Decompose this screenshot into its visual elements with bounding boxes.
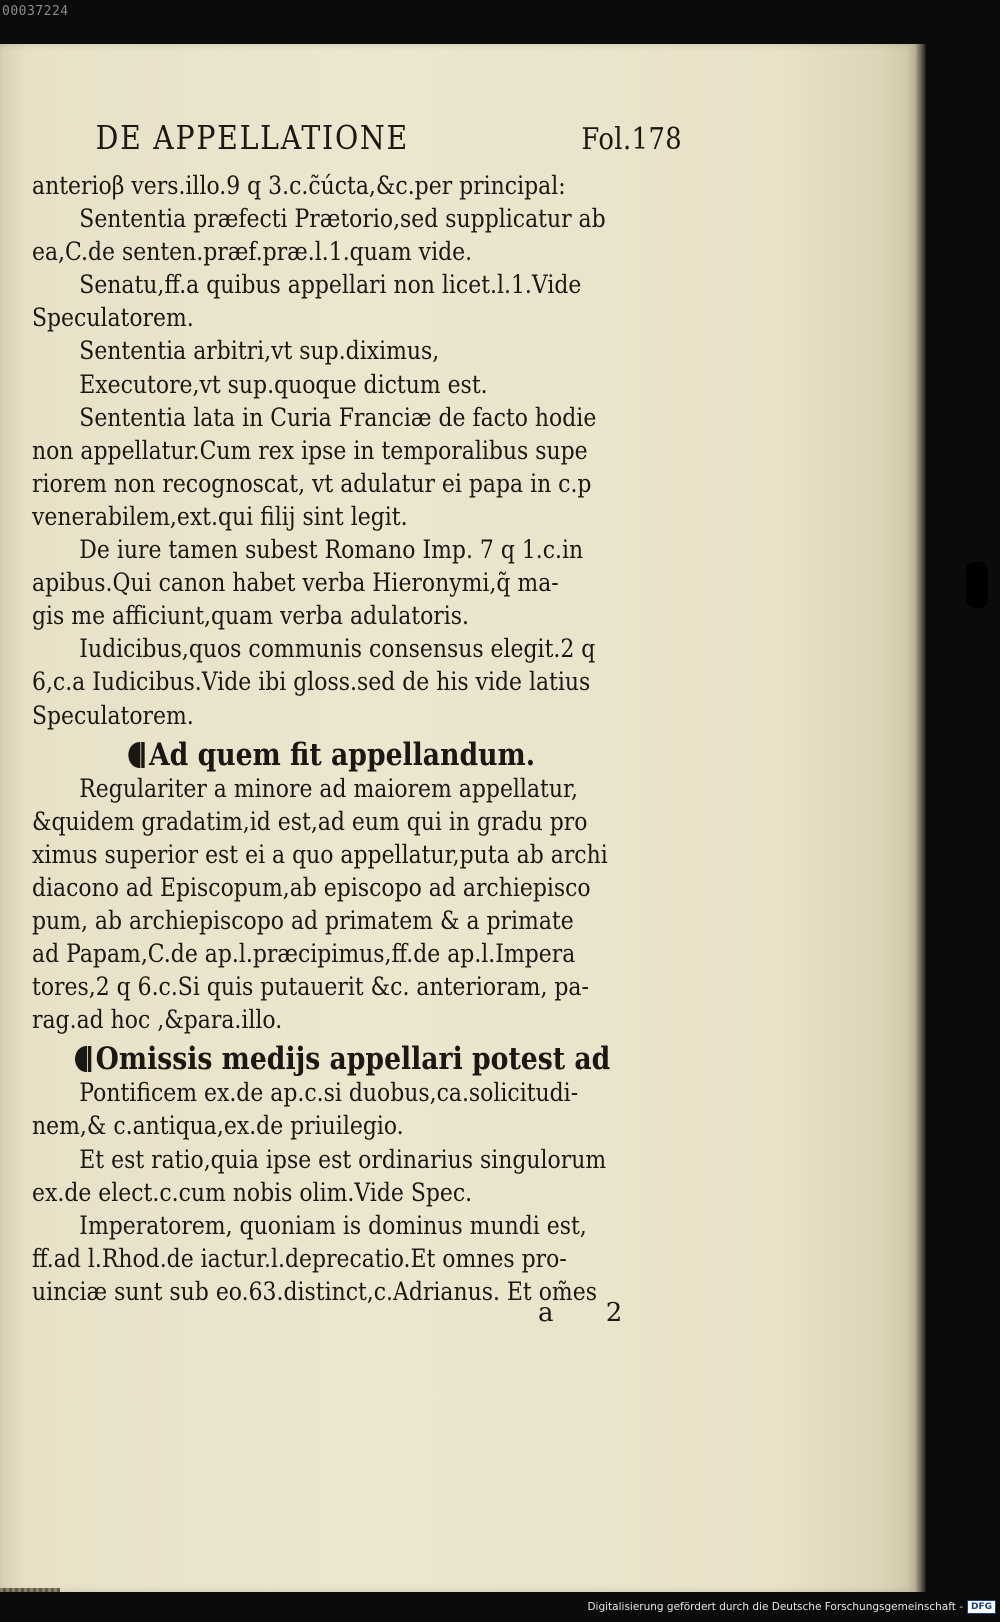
text-line [32, 700, 692, 733]
line-text: Ad quem fit appellandum. [148, 736, 535, 773]
line-text: Pontificem ex.de ap.c.si duobus,ca.solicitudi- [79, 1078, 579, 1109]
section-heading [32, 733, 692, 773]
text-line [32, 600, 692, 633]
line-text: apibus.Qui canon habet verba Hieronymi,q̃ ma- [32, 568, 559, 599]
line-text: &quidem gradatim,id est,ad eum qui in gradu pro [32, 806, 588, 837]
line-text: rag.ad hoc ,&para.illo. [32, 1005, 283, 1036]
text-line [32, 369, 692, 402]
scan-id-label: 00037224 [2, 4, 69, 19]
line-text: Omissis medijs appellari potest ad [95, 1041, 611, 1078]
text-line [32, 872, 692, 905]
line-text: nem,& c.antiqua,ex.de priuilegio. [32, 1111, 404, 1142]
text-line [32, 236, 692, 269]
line-text: uinciæ sunt sub eo.63.distinct,c.Adrianus. Et om̃es [32, 1276, 597, 1307]
line-text: Et est ratio,quia ipse est ordinarius singulorum [79, 1144, 607, 1175]
signature-mark: a 2 [538, 1298, 645, 1328]
line-text: Sententia arbitri,vt sup.diximus, [79, 336, 440, 367]
text-line [32, 435, 692, 468]
text-line [32, 1004, 692, 1037]
text-line [32, 567, 692, 600]
text-line [32, 806, 692, 839]
folio-number: Fol.178 [581, 122, 683, 157]
line-text: ximus superior est ei a quo appellatur,puta ab archi [32, 839, 608, 870]
line-text: riorem non recognoscat, vt adulatur ei papa in c.p [32, 468, 592, 499]
page-text-block [32, 118, 692, 1309]
text-line [32, 1077, 692, 1110]
text-line [32, 269, 692, 302]
text-line [32, 170, 692, 203]
running-head-title: DE APPELLATIONE [95, 118, 409, 157]
text-line [32, 1210, 692, 1243]
line-text: Regulariter a minore ad maiorem appellatur, [79, 773, 579, 804]
text-line [32, 633, 692, 666]
text-line [32, 1144, 692, 1177]
line-text: Sententia præfecti Prætorio,sed supplicatur ab [79, 204, 606, 235]
line-text: non appellatur.Cum rex ipse in temporalibus supe [32, 435, 588, 466]
line-text: ff.ad l.Rhod.de iactur.l.deprecatio.Et omnes pro- [32, 1243, 567, 1274]
text-line [32, 971, 692, 1004]
line-text: diacono ad Episcopum,ab episcopo ad archiepisco [32, 872, 591, 903]
page-edge-mark [966, 562, 988, 608]
line-text: Speculatorem. [32, 303, 194, 334]
text-line [32, 938, 692, 971]
paragraph-mark-icon [75, 1046, 92, 1072]
text-line [32, 1243, 692, 1276]
text-line [32, 335, 692, 368]
text-line [32, 839, 692, 872]
line-text: tores,2 q 6.c.Si quis putauerit &c. anterioram, pa- [32, 972, 589, 1003]
text-line [32, 666, 692, 699]
line-text: Executore,vt sup.quoque dictum est. [79, 369, 488, 400]
line-text: Iudicibus,quos communis consensus elegit.2 q [79, 634, 596, 665]
dfg-logo: DFG [967, 1600, 996, 1614]
text-line [32, 501, 692, 534]
line-text: venerabilem,ext.qui filij sint legit. [32, 501, 408, 532]
funding-note [587, 1600, 996, 1614]
line-text: De iure tamen subest Romano Imp. 7 q 1.c.in [79, 535, 584, 566]
text-line [32, 1177, 692, 1210]
line-text: ex.de elect.c.cum nobis olim.Vide Spec. [32, 1177, 473, 1208]
text-line [32, 905, 692, 938]
line-text: pum, ab archiepiscopo ad primatem & a primate [32, 905, 574, 936]
line-text: Speculatorem. [32, 700, 194, 731]
text-line [32, 468, 692, 501]
body-lines [32, 170, 692, 1309]
text-line [32, 402, 692, 435]
line-text: anterioβ vers.illo.9 q 3.c.c̃úcta,&c.per principal: [32, 171, 566, 201]
running-head [96, 118, 683, 170]
line-text: ea,C.de senten.præf.præ.l.1.quam vide. [32, 237, 473, 268]
line-text: Sententia lata in Curia Franciæ de facto hodie [79, 402, 597, 433]
line-text: 6,c.a Iudicibus.Vide ibi gloss.sed de his vide latius [32, 667, 591, 698]
text-line [32, 203, 692, 236]
text-line [32, 302, 692, 335]
text-line [32, 534, 692, 567]
paragraph-mark-icon [128, 742, 145, 768]
text-line [32, 773, 692, 806]
line-text: Imperatorem, quoniam is dominus mundi est, [79, 1210, 587, 1241]
section-heading [32, 1037, 692, 1077]
funding-note-text: Digitalisierung gefördert durch die Deutsche Forschungsgemeinschaft - [587, 1601, 963, 1613]
page-edge-shadow [916, 44, 926, 1592]
line-text: ad Papam,C.de ap.l.præcipimus,ff.de ap.l.Impera [32, 939, 576, 970]
line-text: Senatu,ff.a quibus appellari non licet.l.1.Vide [79, 270, 582, 301]
text-line [32, 1110, 692, 1143]
line-text: gis me afficiunt,quam verba adulatoris. [32, 601, 470, 632]
